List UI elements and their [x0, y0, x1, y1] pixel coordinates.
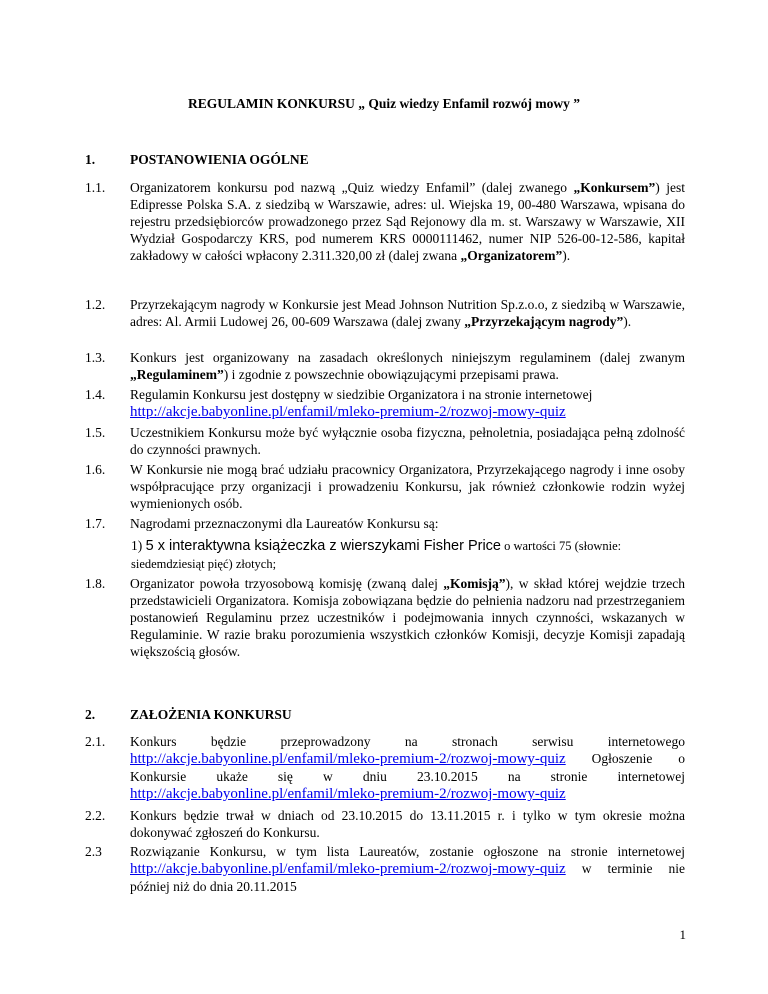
clause-1-7 — [85, 515, 685, 532]
clause-number: 1.7. — [85, 516, 106, 531]
document-title: REGULAMIN KONKURSU „ Quiz wiedzy Enfamil rozwój mowy ” — [188, 96, 580, 111]
clause-text: Organizatorem konkursu pod nazwą „Quiz wiedzy Enfamil” (dalej zwanego „Konkursem”) jest Edipresse Polska S.A. z siedzibą w Warszawie, adres: ul. Wiejska 19, 00-480 Warszawa, wpisana do rejestru przedsiębiorców prowadzonego przez Sąd Rejonowy dla m. st. Warszawy w Warszawie, XII Wydział Gospodarczy KRS, pod numerem KRS 0000111462, numer NIP 526-00-12-586, kapitał zakładowy w całości wpłacony 2.311.320,00 zł (dalej zwana „Organizatorem”). — [130, 180, 685, 263]
contest-site-link[interactable]: http://akcje.babyonline.pl/enfamil/mleko-premium-2/rozwoj-mowy-quiz — [130, 751, 566, 767]
clause-1-1 — [85, 179, 685, 264]
clause-text: Konkurs jest organizowany na zasadach określonych niniejszym regulaminem (dalej zwanym „Regulaminem”) i zgodnie z powszechnie obowiązującymi przepisami prawa. — [130, 350, 685, 382]
clause-text: Organizator powoła trzyosobową komisję (zwaną dalej „Komisją”), w skład której wejdzie trzech przedstawicieli Organizatora. Komisja zobowiązana będzie do pełnienia nadzoru nad przestrzeganiem postanowień Regulaminu przez uczestników i podejmowania innych czynności, wskazanych w Regulaminie. W razie braku porozumienia wszystkich członków Komisji, decyzje Komisji zapadają większością głosów. — [130, 576, 686, 659]
clause-2-3 — [85, 843, 685, 895]
clause-1-8 — [85, 575, 685, 660]
clause-number: 1.2. — [85, 297, 106, 312]
clause-2-1 — [85, 733, 685, 803]
list-number: 1) — [131, 538, 143, 553]
clause-text: Przyrzekającym nagrody w Konkursie jest Mead Johnson Nutrition Sp.z.o.o, z siedzibą w Warszawie, adres: Al. Armii Ludowej 26, 00-609 Warszawa (dalej zwany „Przyrzekającym nagrody”). — [130, 297, 685, 329]
clause-text: Nagrodami przeznaczonymi dla Laureatów Konkursu są: — [130, 516, 439, 531]
clause-text: Rozwiązanie Konkursu, w tym lista Laureatów, zostanie ogłoszone na stronie internetowej http://akcje.babyonline.pl/enfamil/mleko-premium-2/rozwoj-mowy-quiz w terminie nie później niż do dnia 20.11.2015 — [130, 844, 685, 894]
clause-number: 1.1. — [85, 180, 106, 195]
clause-number: 2.1. — [85, 734, 106, 749]
clause-text: Konkurs będzie trwał w dniach od 23.10.2015 do 13.11.2015 r. i tylko w tym okresie można dokonywać zgłoszeń do Konkursu. — [130, 808, 685, 840]
clause-1-2 — [85, 296, 685, 330]
clause-1-3 — [85, 349, 685, 383]
regulations-link[interactable]: http://akcje.babyonline.pl/enfamil/mleko-premium-2/rozwoj-mowy-quiz — [130, 404, 566, 420]
announcement-link[interactable]: http://akcje.babyonline.pl/enfamil/mleko-premium-2/rozwoj-mowy-quiz — [130, 786, 566, 802]
section-number: 1. — [85, 152, 96, 167]
clause-number: 2.3 — [85, 844, 102, 859]
clause-text: Regulamin Konkursu jest dostępny w siedzibie Organizatora i na stronie internetowej http://akcje.babyonline.pl/enfamil/mleko-premium-2/rozwoj-mowy-quiz — [130, 387, 593, 420]
section-title: ZAŁOŻENIA KONKURSU — [130, 707, 292, 722]
clause-number: 1.3. — [85, 350, 106, 365]
page-number: 1 — [679, 927, 686, 942]
clause-number: 1.6. — [85, 462, 106, 477]
clause-1-4 — [85, 386, 685, 421]
prize-value: o wartości 75 (słownie: siedemdziesiąt pięć) złotych; — [131, 539, 622, 571]
clause-number: 2.2. — [85, 808, 106, 823]
clause-1-6 — [85, 461, 685, 512]
clause-2-2 — [85, 807, 685, 841]
results-link[interactable]: http://akcje.babyonline.pl/enfamil/mleko-premium-2/rozwoj-mowy-quiz — [130, 861, 566, 877]
clause-number: 1.5. — [85, 425, 106, 440]
clause-text: Konkurs będzie przeprowadzony na stronach serwisu internetowego http://akcje.babyonline.pl/enfamil/mleko-premium-2/rozwoj-mowy-quiz Ogłoszenie o Konkursie ukaże się w dniu 23.10.2015 na stronie internetowej http://akcje.babyonline.pl/enfamil/mleko-premium-2/rozwoj-mowy-quiz — [130, 734, 685, 802]
prize-name: 5 x interaktywna książeczka z wierszykami Fisher Price — [145, 538, 501, 554]
clause-1-5 — [85, 424, 685, 458]
section-title: POSTANOWIENIA OGÓLNE — [130, 152, 309, 167]
clause-number: 1.4. — [85, 387, 106, 402]
clause-number: 1.8. — [85, 576, 106, 591]
clause-text: W Konkursie nie mogą brać udziału pracownicy Organizatora, Przyrzekającego nagrody i inne osoby współpracujące przy organizacji i prowadzeniu Konkursu, jak również członkowie rodzin wyżej wymienionych osób. — [130, 462, 685, 511]
prize-list-item — [131, 537, 685, 573]
section-number: 2. — [85, 707, 96, 722]
clause-text: Uczestnikiem Konkursu może być wyłącznie osoba fizyczna, pełnoletnia, posiadająca pełną zdolność do czynności prawnych. — [130, 425, 685, 457]
